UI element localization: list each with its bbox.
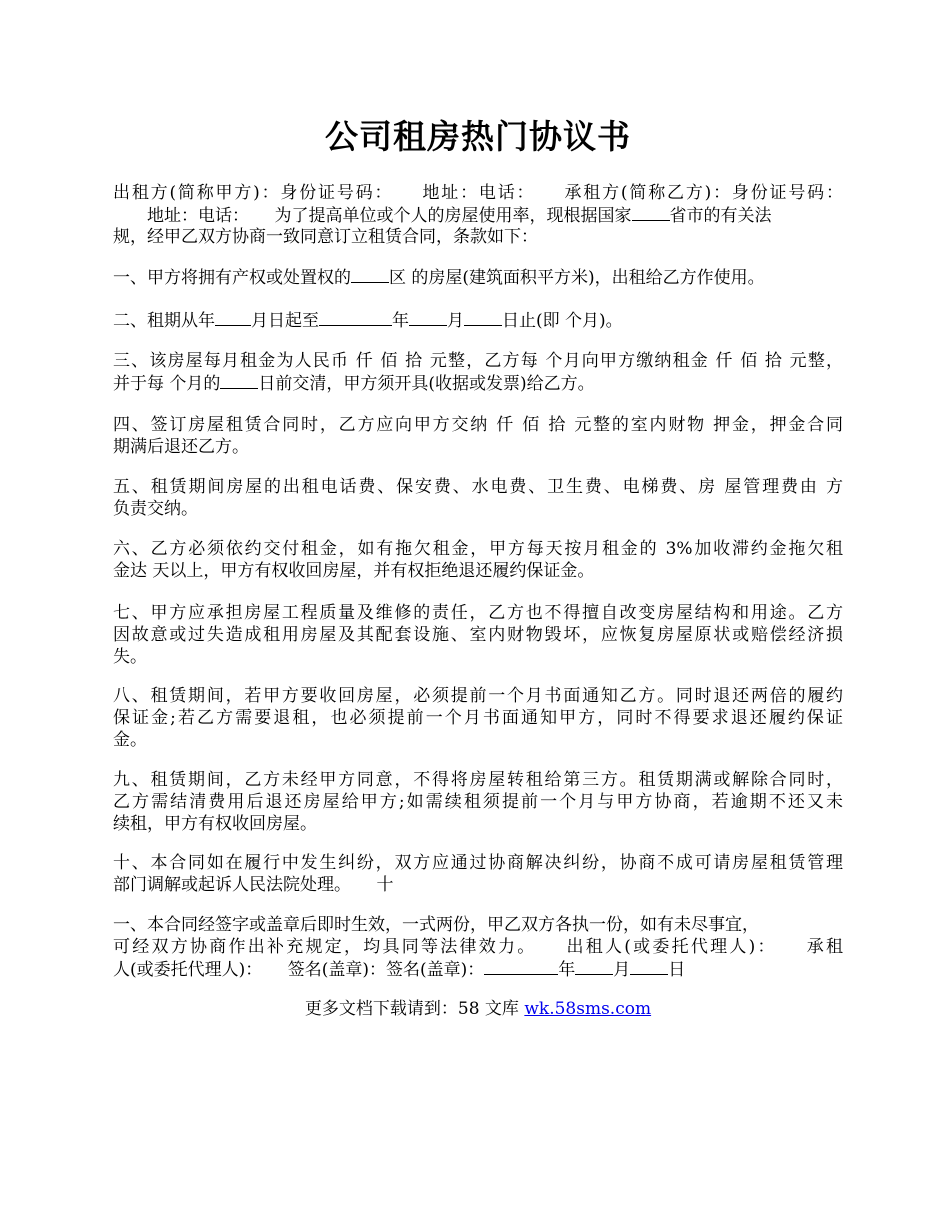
clause-2-line (113, 309, 843, 331)
clause-7-line-3: 失。 (113, 647, 147, 667)
clause-2-b: 月日起至 (251, 311, 319, 331)
clause-1-a: 一、甲方将拥有产权或处置权的 (113, 268, 351, 288)
intro-line-2-a: 地址：电话： 为了提高单位或个人的房屋使用率，现根据国家 (113, 206, 632, 226)
clause-2-e: 日止(即 个月)。 (502, 311, 623, 331)
blank-field (630, 958, 668, 975)
blank-field (409, 309, 447, 326)
clause-2-a: 二、租期从年 (113, 311, 215, 331)
clause-4-line-2: 期满后退还乙方。 (113, 437, 249, 457)
intro-line-2-b: 省市的有关法 (669, 206, 772, 226)
clause-7 (113, 602, 843, 668)
clause-7-line-2: 因故意或过失造成租用房屋及其配套设施、室内财物毁坏，应恢复房屋原状或赔偿经济损 (113, 625, 843, 645)
blank-field (215, 309, 251, 326)
clause-6-line-1: 六、乙方必须依约交付租金，如有拖欠租金，甲方每天按月租金的 3%加收滞约金拖欠租 (113, 539, 843, 559)
document-title: 公司租房热门协议书 (325, 117, 631, 156)
clause-1 (113, 266, 843, 288)
clause-2-c: 年 (392, 311, 409, 331)
clause-1-b: 区 的房屋(建筑面积平方米)，出租给乙方作使用。 (389, 268, 765, 288)
clause-11-line-3 (113, 958, 843, 980)
clause-9-line-3: 续租，甲方有权收回房屋。 (113, 814, 317, 834)
clause-9-line-1: 九、租赁期间，乙方未经甲方同意，不得将房屋转租给第三方。租赁期满或解除合同时， (113, 770, 843, 790)
clause-6-line-2: 金达 天以上，甲方有权收回房屋，并有权拒绝退还履约保证金。 (113, 561, 595, 581)
clause-5-line-1: 五、租赁期间房屋的出租电话费、保安费、水电费、卫生费、电梯费、房 屋管理费由 方 (113, 477, 843, 497)
clause-10 (113, 852, 843, 896)
clause-5-line-2: 负责交纳。 (113, 499, 198, 519)
download-footer (113, 998, 843, 1020)
clause-2 (113, 309, 843, 331)
clause-3-a: 并于每 个月的 (113, 374, 221, 394)
clause-8-line-3: 金。 (113, 730, 147, 750)
clause-3-line-1: 三、该房屋每月租金为人民币 仟 佰 拾 元整，乙方每 个月向甲方缴纳租金 仟 佰 拾 元整， (113, 351, 843, 371)
intro-line-2 (113, 204, 843, 226)
clause-3-line-2 (113, 372, 843, 394)
intro-line-1: 出租方(简称甲方)：身份证号码： 地址：电话： 承租方(简称乙方)：身份证号码： (113, 183, 843, 203)
clause-6 (113, 538, 843, 582)
clause-8-line-1: 八、租赁期间，若甲方要收回房屋，必须提前一个月书面通知乙方。同时退还两倍的履约 (113, 686, 843, 706)
clause-11-b: 年 (558, 960, 576, 980)
clause-10-line-1: 十、本合同如在履行中发生纠纷，双方应通过协商解决纠纷，协商不成可请房屋租赁管理 (113, 853, 843, 873)
clause-7-line-1: 七、甲方应承担房屋工程质量及维修的责任，乙方也不得擅自改变房屋结构和用途。乙方 (113, 603, 843, 623)
blank-field (575, 958, 613, 975)
clause-8-line-2: 保证金;若乙方需要退租，也必须提前一个月书面通知甲方，同时不得要求退还履约保证 (113, 708, 843, 728)
blank-field (464, 309, 502, 326)
clause-8 (113, 685, 843, 751)
clause-11-c: 月 (613, 960, 631, 980)
clause-11-line-1: 一、本合同经签字或盖章后即时生效，一式两份，甲乙双方各执一份，如有未尽事宜， (113, 915, 759, 935)
clause-5 (113, 476, 843, 520)
clause-9-line-2: 乙方需结清费用后退还房屋给甲方;如需续租须提前一个月与甲方协商，若逾期不还又未 (113, 792, 843, 812)
clause-11-a: 人(或委托代理人)： 签名(盖章)：签名(盖章)： (113, 960, 485, 980)
clause-9 (113, 769, 843, 835)
clause-3-b: 日前交清，甲方须开具(收据或发票)给乙方。 (258, 374, 595, 394)
footer-prefix: 更多文档下载请到：58 文库 (304, 999, 525, 1019)
intro-line-3: 规，经甲乙双方协商一致同意订立租赁合同，条款如下： (113, 227, 538, 247)
blank-field (484, 958, 558, 975)
blank-field (319, 309, 392, 326)
intro-paragraph (113, 182, 843, 248)
clause-1-line (113, 266, 843, 288)
blank-field (220, 372, 258, 389)
blank-field (351, 266, 389, 283)
clause-3 (113, 350, 843, 394)
clause-4-line-1: 四、签订房屋租赁合同时，乙方应向甲方交纳 仟 佰 拾 元整的室内财物 押金，押金合同 (113, 415, 843, 435)
clause-4 (113, 414, 843, 458)
clause-10-line-2: 部门调解或起诉人民法院处理。 十 (113, 875, 394, 895)
clause-11-line-2: 可经双方协商作出补充规定，均具同等法律效力。 出租人(或委托代理人)： 承租 (113, 937, 843, 957)
clause-11 (113, 914, 843, 980)
blank-field (632, 204, 670, 221)
clause-11-d: 日 (668, 960, 686, 980)
footer-link[interactable]: wk.58sms.com (524, 999, 652, 1019)
clause-2-d: 月 (447, 311, 464, 331)
